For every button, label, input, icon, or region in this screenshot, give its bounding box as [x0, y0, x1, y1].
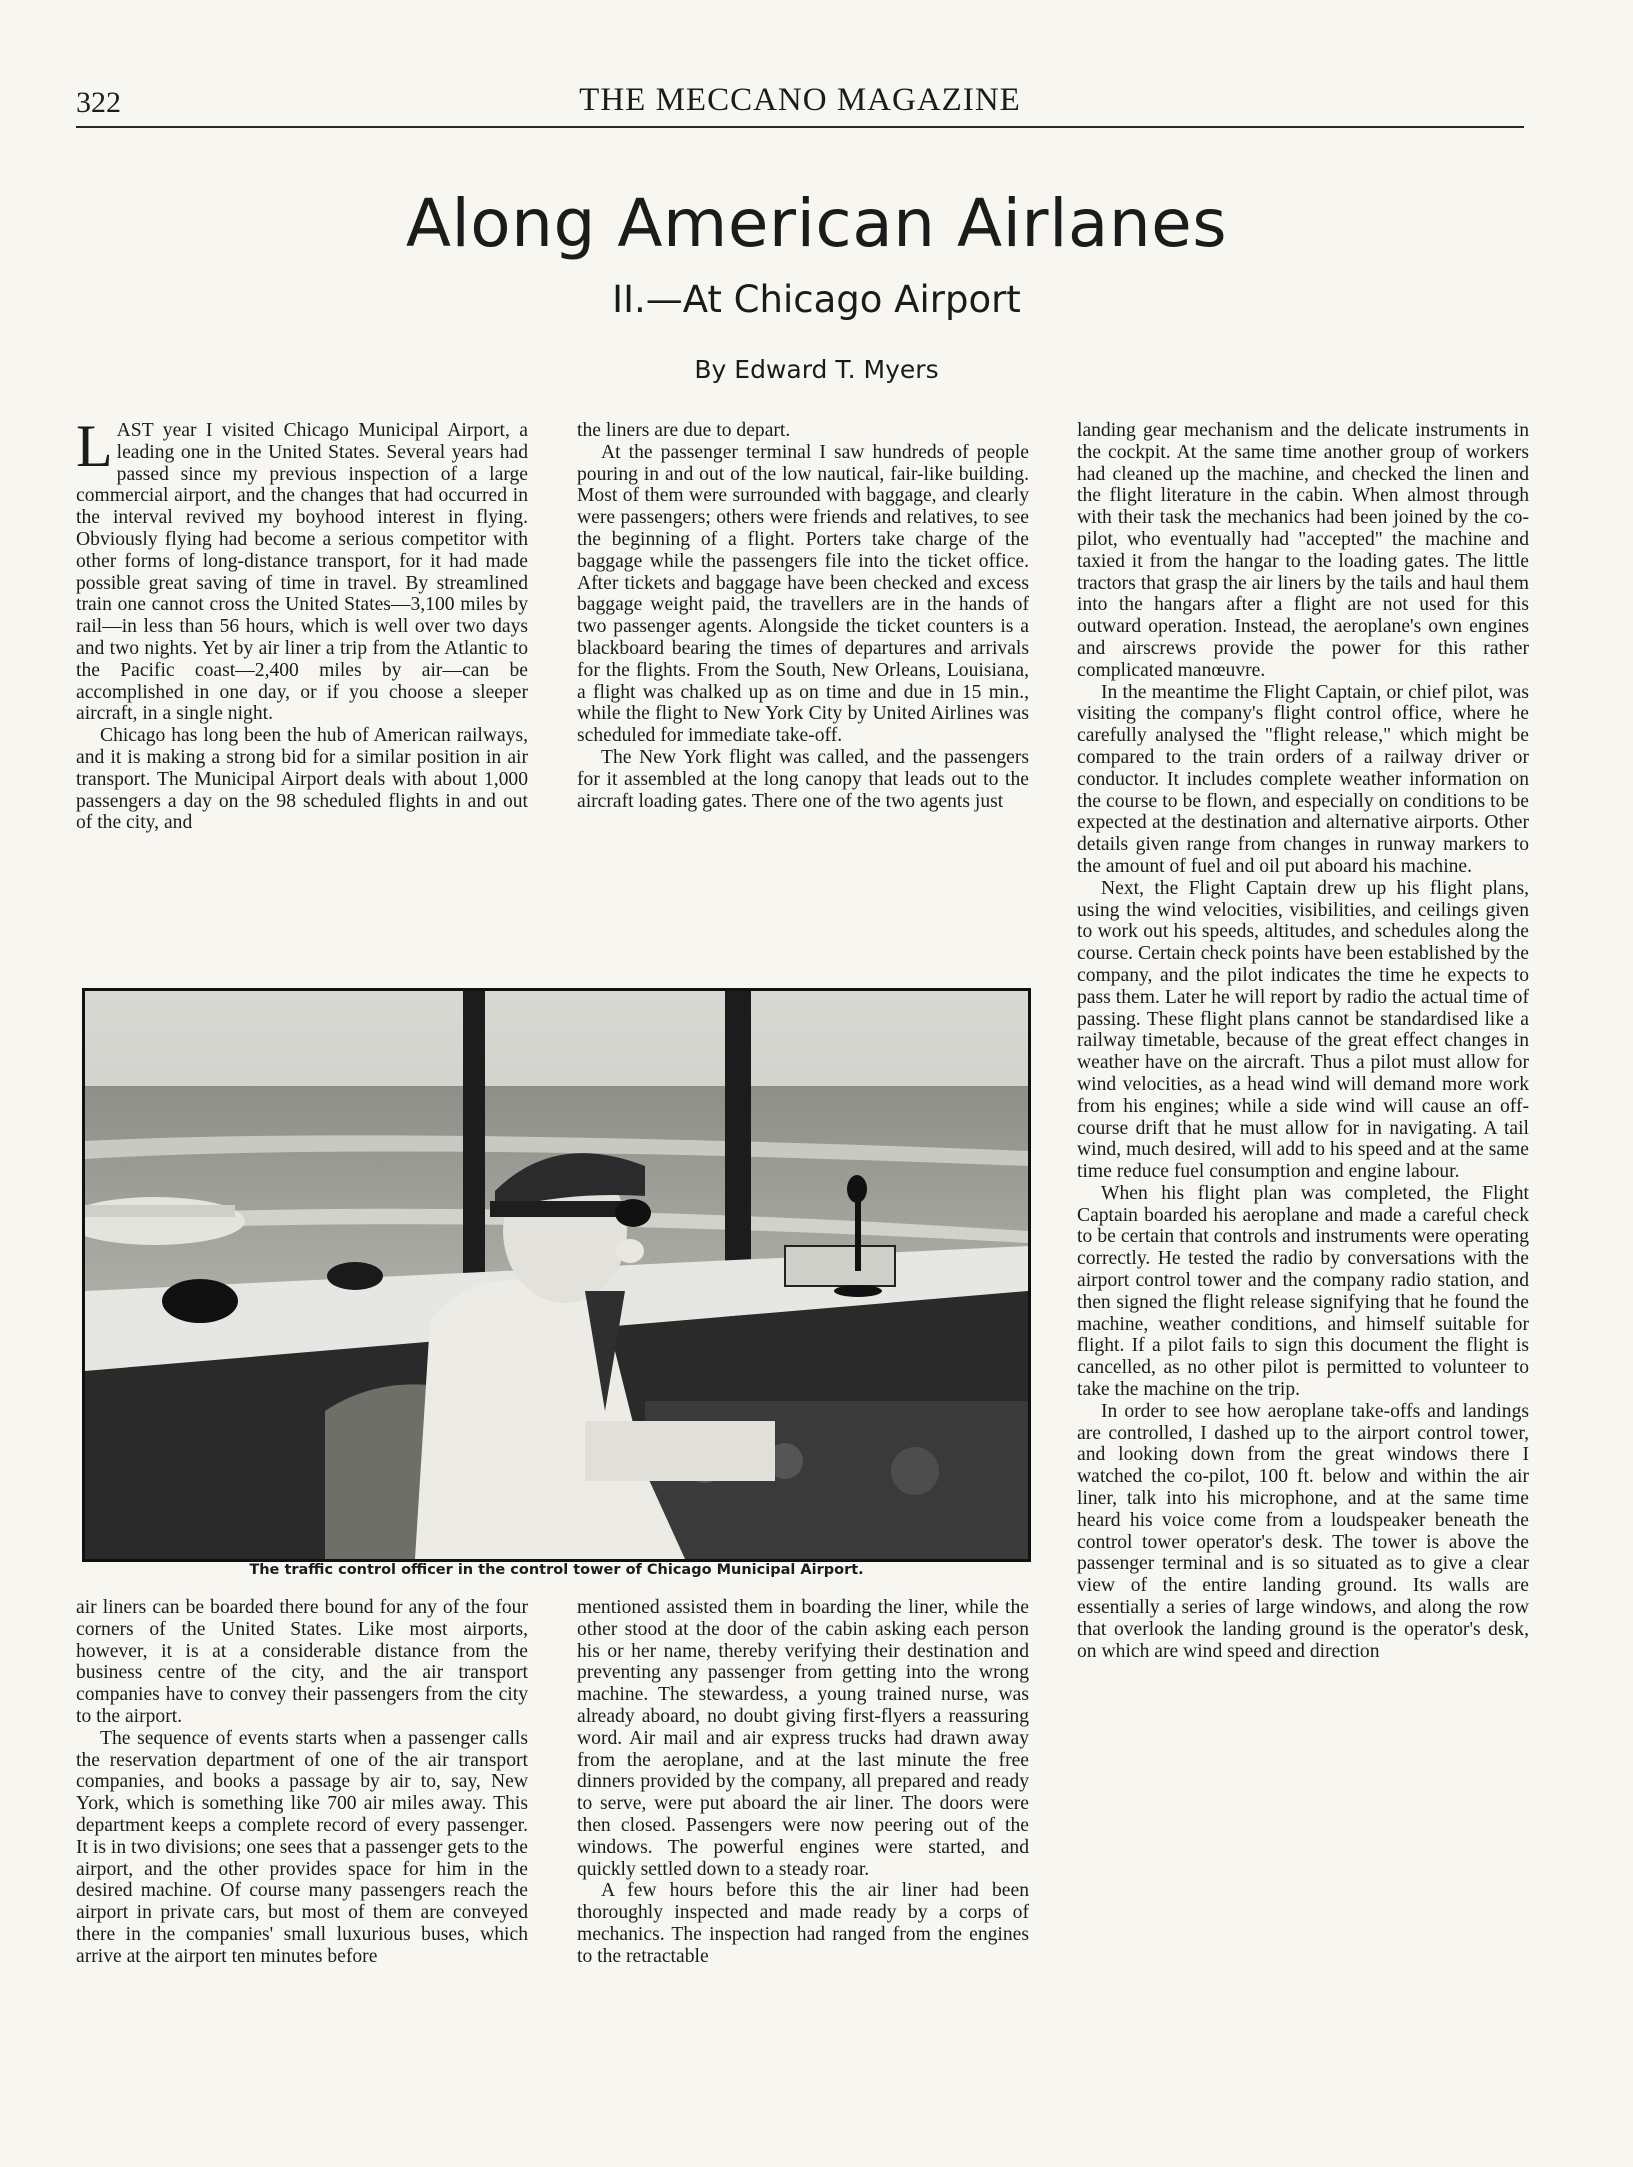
- article-title: Along American Airlanes: [405, 185, 1228, 262]
- column-1-top: [76, 413, 528, 834]
- paragraph: the liners are due to depart.: [577, 420, 791, 441]
- paragraph: In the meantime the Flight Captain, or chief pilot, was visiting the company's flight control office, where he carefully analysed the "flight release," which might be compared to the train orders of a railway driver or conductor. It includes complete weather information on the course to be flown, and especially on conditions to be expected at the destination and alternative airports. Other details given range from changes in runway markers to the amount of fuel and oil put aboard his machine.: [1077, 681, 1529, 877]
- paragraph: mentioned assisted them in boarding the liner, while the other stood at the door of the cabin asking each person his or her name, thereby verifying their destination and preventing any passenger from getting into the wrong machine. The stewardess, a young trained nurse, was already aboard, no doubt giving first-flyers a reassuring word. Air mail and air express trucks had drawn away from the aeroplane, and at the last minute the free dinners provided by the company, all prepared and ready to serve, were put aboard the air liner. The doors were then closed. Passengers were now peering out of the windows. The powerful engines were started, and quickly settled down to a steady roar.: [577, 1597, 1029, 1880]
- paragraph: Next, the Flight Captain drew up his flight plans, using the wind velocities, visibilities, and ceilings given to work out his speeds, altitudes, and schedules along the course. Certain check points have been established by the company, and the pilot indicates the time he expects to pass them. Later he will report by radio the actual time of passing. These flight plans cannot be standardised like a railway timetable, because of the great effect changes in weather have on the aircraft. Thus a pilot must allow for wind velocities, as a head wind will demand more work from his engines; while a side wind will cause an off-course drift that he must allow for in navigating. A tail wind, much desired, will add to his speed and at the same time reduce fuel consumption and engine labour.: [1077, 877, 1529, 1183]
- paragraph: Chicago has long been the hub of American railways, and it is making a strong bid for a similar position in air transport. The Municipal Airport deals with about 1,000 passengers a day on the 98 scheduled flights in and out of the city, and: [76, 725, 528, 834]
- article-byline: By Edward T. Myers: [694, 355, 939, 384]
- article-subtitle: II.—At Chicago Airport: [612, 278, 1021, 321]
- paragraph: LAST year I visited Chicago Municipal Airport, a leading one in the United States. Several years had passed since my previous inspection of a large commercial airport, and the changes that had occurred in the interval revived my boyhood interest in flying. Obviously flying had become a serious competitor with other forms of long-distance transport, for it had made possible great saving of time in travel. By streamlined train one cannot cross the United States—3,100 miles by rail—in less than 56 hours, which is well over two days and two nights. Yet by air liner a trip from the Atlantic to the Pacific coast—2,400 miles by air—can be accomplished in one day, or if you choose a sleeper aircraft, in a single night.: [76, 413, 528, 725]
- paragraph: A few hours before this the air liner had been thoroughly inspected and made ready by a corps of mechanics. The inspection had ranged from the engines to the retractable: [577, 1880, 1029, 1967]
- magazine-title: THE MECCANO MAGAZINE: [579, 82, 1021, 118]
- drop-cap: L: [76, 413, 113, 479]
- photo-illustration: [85, 991, 1028, 1559]
- paragraph: air liners can be boarded there bound for any of the four corners of the United States. Like most airports, however, it is at a considerable distance from the business centre of the city, and the air transport companies have to convey their passengers from the city to the airport.: [76, 1597, 528, 1727]
- control-tower-photo: [82, 988, 1031, 1562]
- column-2-bottom: [577, 1597, 1029, 1968]
- column-2-top: [577, 420, 1029, 812]
- photo-caption: The traffic control officer in the control tower of Chicago Municipal Airport.: [249, 1562, 864, 1578]
- running-head: [76, 78, 1524, 128]
- paragraph: landing gear mechanism and the delicate instruments in the cockpit. At the same time another group of workers had cleaned up the machine, and checked the linen and the flight literature in the cabin. When almost through with their task the mechanics had been joined by the co-pilot, who eventually had "accepted" the machine and taxied it from the hangar to the loading gates. The little tractors that grasp the air liners by the tails and haul them into the hangars after a flight are not used for this outward operation. Instead, the aeroplane's own engines and airscrews provide the power for this rather complicated manœuvre.: [1077, 420, 1529, 681]
- column-1-bottom: [76, 1597, 528, 1968]
- page-number: 322: [76, 86, 121, 119]
- column-3: [1077, 420, 1529, 1662]
- paragraph: At the passenger terminal I saw hundreds of people pouring in and out of the low nautical, fair-like building. Most of them were surrounded with baggage, and clearly were passengers; others were friends and relatives, to see the beginning of a flight. Porters take charge of the baggage while the passengers file into the ticket office. After tickets and baggage have been checked and excess baggage weight paid, the travellers are in the hands of two passenger agents. Alongside the ticket counters is a blackboard bearing the times of departures and arrivals for the flights. From the South, New Orleans, Louisiana, a flight was chalked up as on time and due in 15 min., while the flight to New York City by United Airlines was scheduled for immediate take-off.: [577, 441, 1029, 747]
- paragraph: In order to see how aeroplane take-offs and landings are controlled, I dashed up to the airport control tower, and looking down from the great windows there I watched the co-pilot, 100 ft. below and within the air liner, talk into his microphone, and at the same time heard his voice come from a loudspeaker beneath the control tower operator's desk. The tower is above the passenger terminal and is so situated as to give a clear view of the entire landing ground. Its walls are essentially a series of large windows, and along the row that overlook the landing ground is the operator's desk, on which are wind speed and direction: [1077, 1400, 1529, 1662]
- paragraph: The sequence of events starts when a passenger calls the reservation department of one of the air transport companies, and books a passage by air to, say, New York, which is something like 700 air miles away. This department keeps a complete record of every passenger. It is in two divisions; one sees that a passenger gets to the airport, and the other provides space for him in the desired machine. Of course many passengers reach the airport in private cars, but most of them are conveyed there in the companies' small luxurious buses, which arrive at the airport ten minutes before: [76, 1727, 528, 1967]
- paragraph: When his flight plan was completed, the Flight Captain boarded his aeroplane and made a careful check to be certain that controls and instruments were operating correctly. He tested the radio by conversations with the airport control tower and the company radio station, and then signed the flight release signifying that he found the machine, weather conditions, and himself suitable for flight. If a pilot fails to sign this document the flight is cancelled, as no other pilot is permitted to volunteer to take the machine on the trip.: [1077, 1182, 1529, 1401]
- paragraph: The New York flight was called, and the passengers for it assembled at the long canopy that leads out to the aircraft loading gates. There one of the two agents just: [577, 746, 1029, 812]
